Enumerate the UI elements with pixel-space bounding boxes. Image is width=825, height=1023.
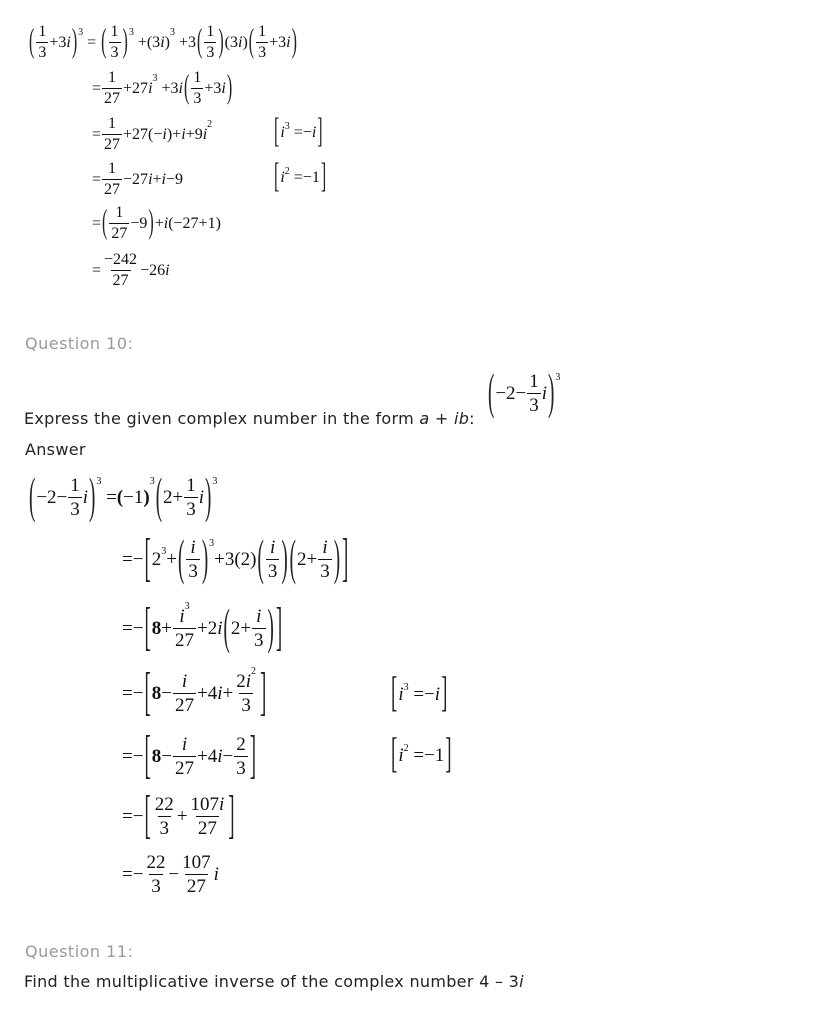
answer-line-4: =− [ 8 − $\frac{i}{27}$ +4 i + $\frac{2i^2}{3}$ ] [122, 664, 267, 723]
prompt-a: a [419, 409, 430, 428]
prev-answer-line-4: = $\frac{1}{27}$ −27 i + i −9 [92, 160, 184, 198]
answer-line-2: =− [ 2 3 + ( $\frac{i}{3}$ ) 3 +3(2) ( $\frac{i}{3}$ ) ( 2+ $\frac{i}{3}$ ) ] [122, 530, 349, 589]
answer-line-7: =− $\frac{22}{3}$ − $\frac{107}{27}$ i [122, 852, 219, 897]
answer-line-3: =− [ 8 + $\frac{i^3}{27}$ +2 i ( 2+ $\frac{i}{3}$ ) ] [122, 599, 283, 658]
question-11-heading: Question 11: [25, 942, 134, 961]
question-11-i: i [519, 972, 524, 991]
note-i-cubed: [ i 3 =− i ] [274, 113, 323, 151]
answer-line-1: ( −2− $\frac{1}{3}$ i ) 3 = ( −1 ) 3 ( 2+ $\frac{1}{3}$ i ) 3 [29, 470, 218, 525]
question-10-heading: Question 10: [25, 334, 134, 353]
answer-label: Answer [25, 440, 86, 459]
answer-line-6: =− [ $\frac{22}{3}$ + $\frac{107i}{27}$ ] [122, 787, 235, 846]
question-10-prompt [24, 409, 475, 428]
note-answer-i-squared: [ i 2 =−1 ] [391, 731, 452, 778]
prompt-plus: + [429, 409, 454, 428]
question-11-prompt [24, 972, 524, 991]
question-11-text: Find the multiplicative inverse of the complex number 4 – 3 [24, 972, 520, 991]
prev-answer-line-2: = $\frac{1}{27}$ +27 i 3 +3 i ( $\frac{1}{3}$ +3 i ) [92, 69, 233, 107]
prev-answer-line-5: = ( $\frac{1}{27}$ −9 ) + i (−27+1) [92, 204, 221, 242]
prev-answer-line-3: = $\frac{1}{27}$ +27(− i )+ i +9 i 2 [92, 115, 213, 153]
prev-answer-line-1: ( $\frac{1}{3}$ +3 i ) 3 = ( $\frac{1}{3}$ ) 3 +(3 i ) 3 +3 ( $\frac{1}{3}$ ) (3 i ) ( $\frac{1}{3}$ +3 i ) [29, 23, 297, 61]
note-answer-i-cubed: [ i 3 =− i ] [391, 670, 448, 717]
prompt-ib: ib [453, 409, 470, 428]
prompt-prefix: Express the given complex number in the form [24, 409, 420, 428]
note-i-squared: [ i 2 =−1 ] [274, 158, 327, 196]
prev-answer-line-6: = $\frac{-242}{27}$ −26 i [92, 251, 170, 289]
answer-line-5: =− [ 8 − $\frac{i}{27}$ +4 i − $\frac{2}{3}$ ] [122, 727, 257, 786]
prompt-colon: : [469, 409, 475, 428]
question-10-expression: ( −2− $\frac{1}{3}$ i ) 3 [488, 366, 561, 421]
